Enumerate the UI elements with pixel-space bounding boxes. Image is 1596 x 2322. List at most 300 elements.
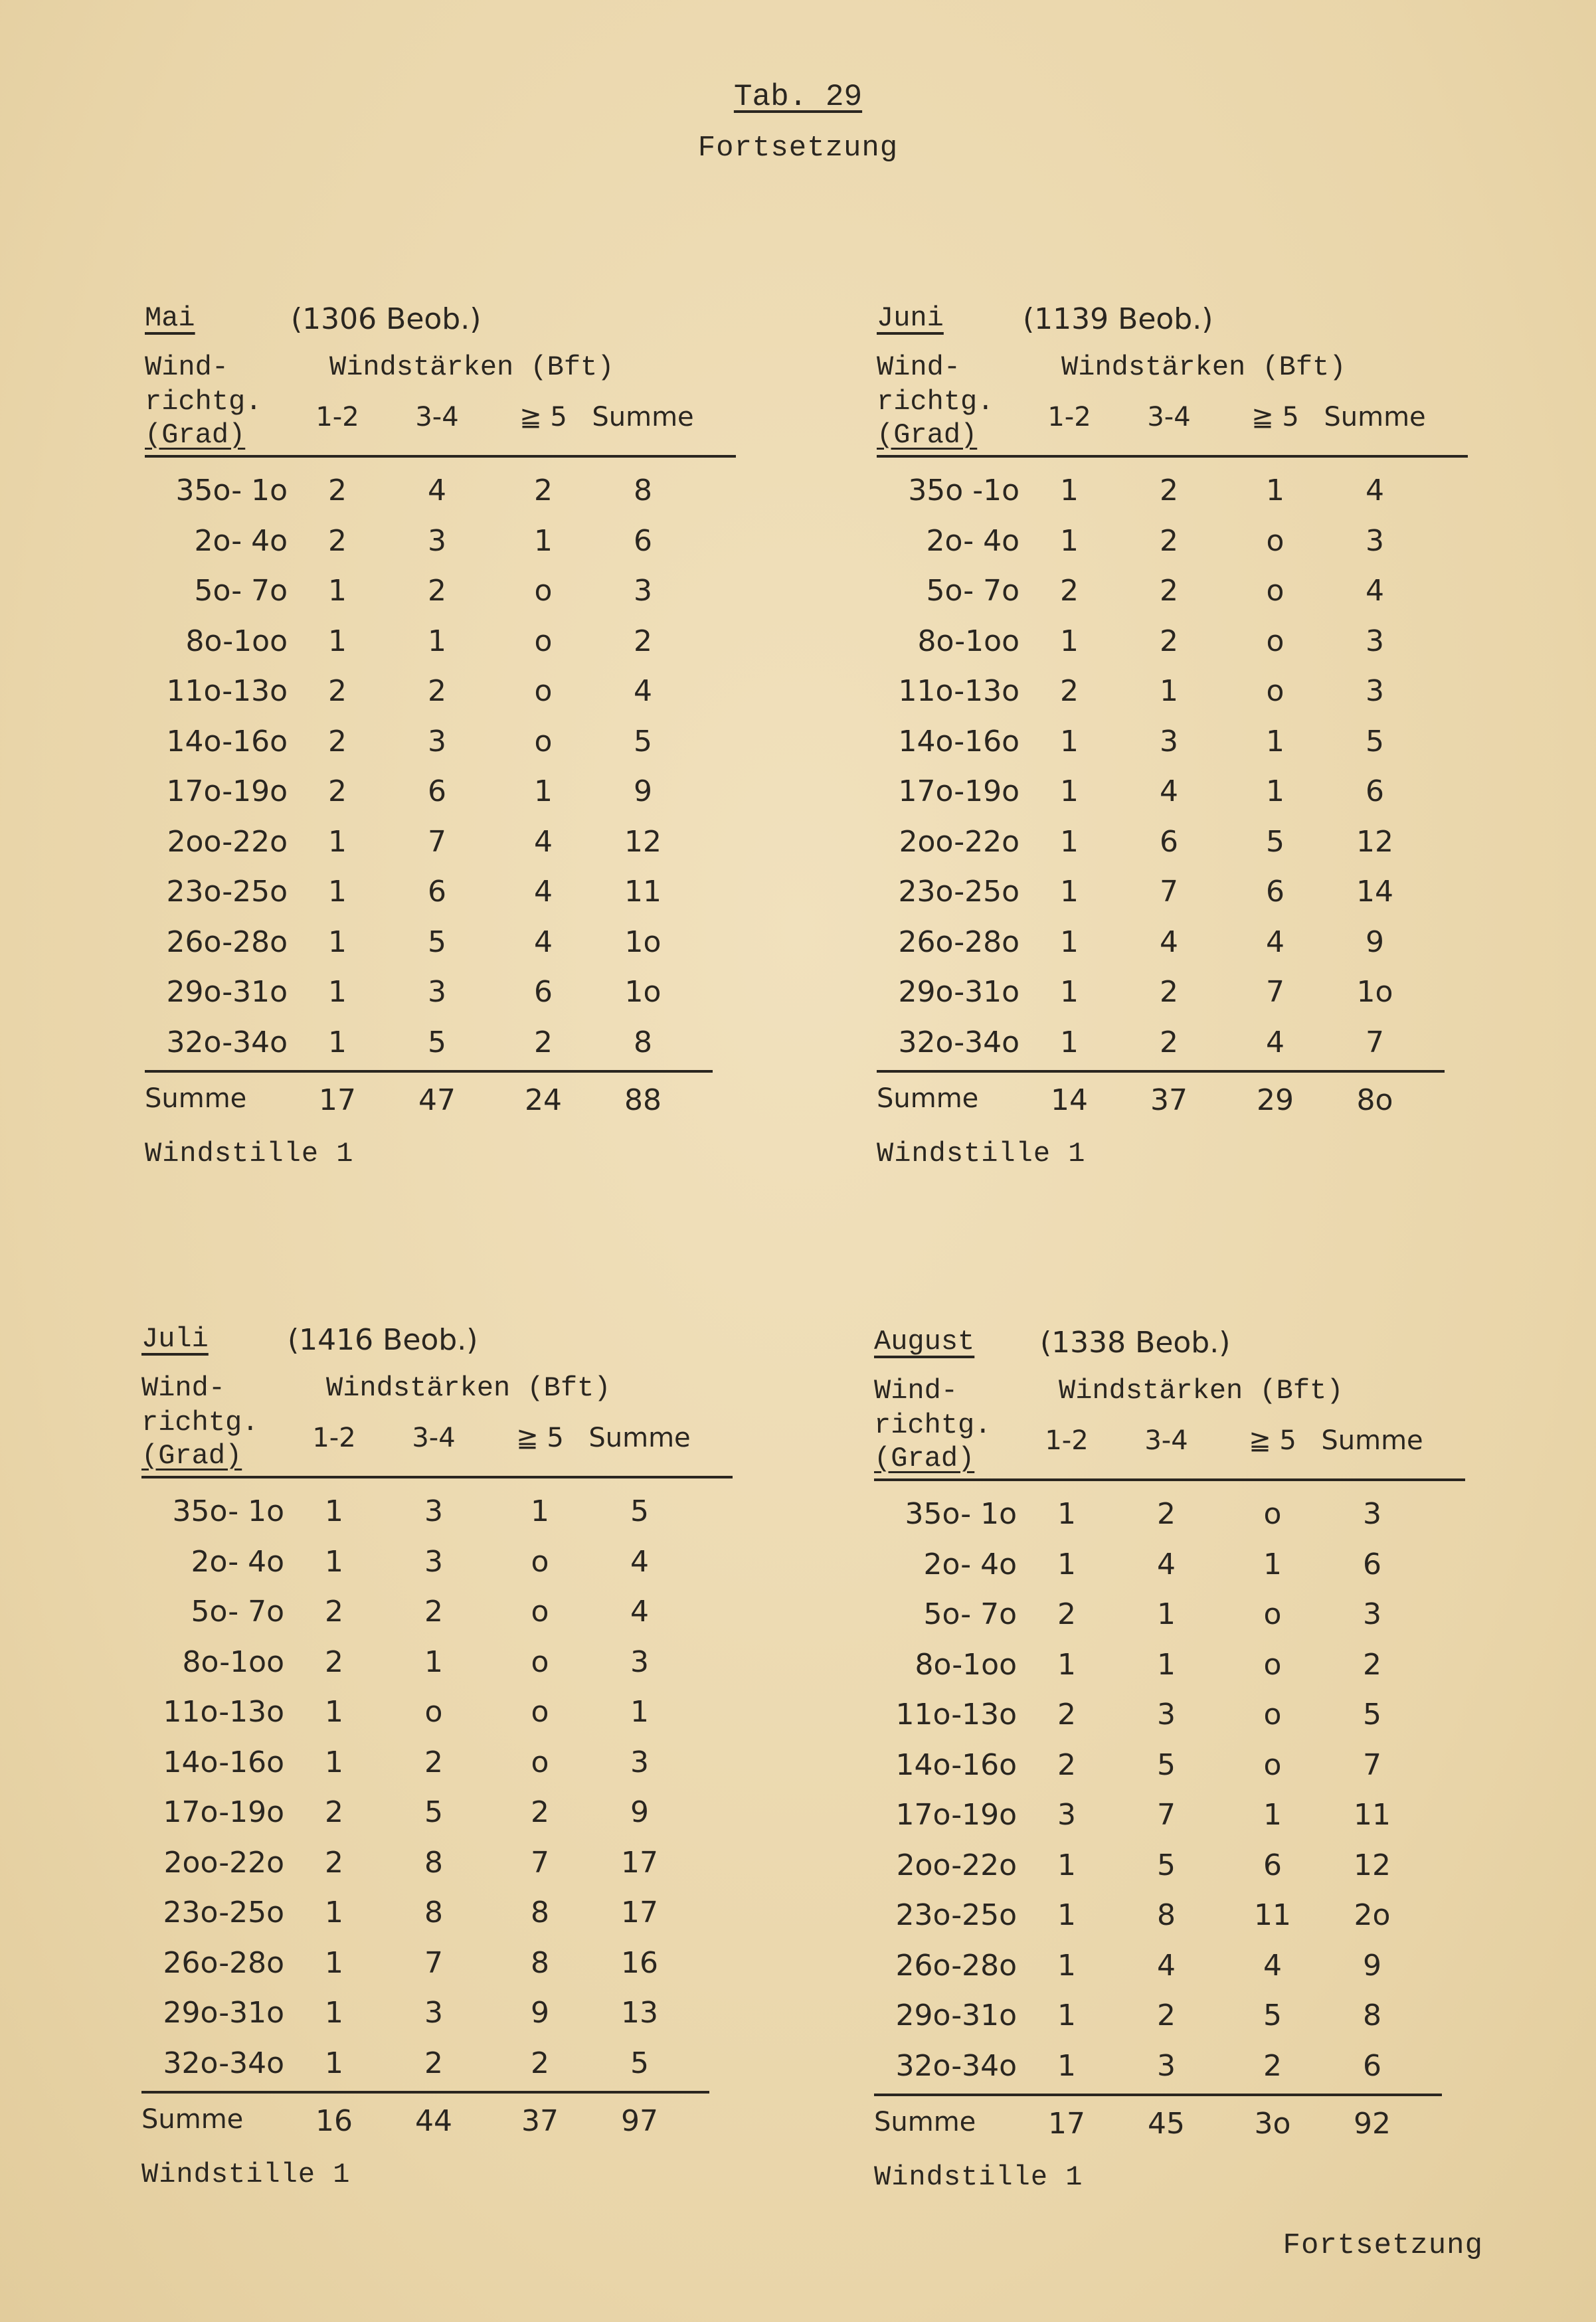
value-cell: 6 <box>428 774 446 808</box>
sum-rule <box>877 1070 1445 1073</box>
header-rule <box>874 1478 1465 1481</box>
wind-direction-cell: 2o- 4o <box>923 1547 1017 1581</box>
value-cell: 2 <box>1160 574 1178 608</box>
column-header: Summe <box>592 402 694 432</box>
value-cell: 1 <box>1160 674 1178 708</box>
value-cell: 6 <box>1266 875 1285 909</box>
table-row <box>145 474 743 523</box>
value-cell: 3 <box>1157 2048 1176 2083</box>
column-header: 3-4 <box>1144 1425 1188 1456</box>
sum-value: 97 <box>621 2104 658 2138</box>
value-cell: 17 <box>621 1896 658 1929</box>
value-cell: 8 <box>531 1945 549 1980</box>
sum-value: 37 <box>1150 1083 1188 1117</box>
value-cell: 5 <box>634 724 652 759</box>
table-row <box>141 1645 739 1695</box>
value-cell: 3 <box>428 724 446 759</box>
sum-value: 88 <box>624 1083 662 1117</box>
value-cell: 9 <box>630 1795 649 1829</box>
value-cell: 1 <box>630 1695 649 1729</box>
wind-direction-cell: 11o-13o <box>898 674 1020 708</box>
value-cell: 8 <box>634 474 652 507</box>
windstaerken-header: Windstärken (Bft) <box>326 1372 611 1404</box>
wind-direction-cell: 2o- 4o <box>926 523 1020 558</box>
table-row <box>874 1648 1472 1698</box>
table-row <box>874 1999 1472 2048</box>
value-cell: 8 <box>424 1896 443 1929</box>
value-cell: 2 <box>1160 975 1178 1009</box>
value-cell: 1 <box>328 624 347 658</box>
value-cell: o <box>534 624 553 658</box>
table-row <box>141 1846 739 1896</box>
value-cell: 6 <box>1363 2048 1381 2083</box>
table-row <box>145 1026 743 1075</box>
table-row <box>874 1949 1472 1999</box>
value-cell: 3 <box>1366 624 1384 658</box>
sum-value: 37 <box>521 2104 559 2138</box>
value-cell: 11 <box>1354 1798 1391 1832</box>
value-cell: 1o <box>624 975 662 1009</box>
windstaerken-header: Windstärken (Bft) <box>329 351 614 383</box>
table-row <box>877 1026 1474 1075</box>
value-cell: 4 <box>1157 1547 1176 1581</box>
wind-direction-cell: 26o-28o <box>898 925 1020 959</box>
wind-direction-cell: 32o-34o <box>163 2046 284 2080</box>
sum-label: Summe <box>874 2107 976 2137</box>
month-name <box>874 1326 974 1358</box>
value-cell: o <box>1266 674 1285 708</box>
value-cell: 3 <box>428 523 446 558</box>
value-cell: 16 <box>621 1945 658 1980</box>
value-cell: 8 <box>634 1025 652 1059</box>
column-header: ≧ 5 <box>519 402 567 432</box>
observation-count: (1416 Beob.) <box>288 1323 478 1357</box>
value-cell: 12 <box>1356 824 1393 859</box>
value-cell: 3 <box>428 975 446 1009</box>
value-cell: 4 <box>428 474 446 507</box>
sum-row <box>141 2104 739 2154</box>
value-cell: 1 <box>1057 1999 1076 2032</box>
wind-direction-cell: 23o-25o <box>163 1896 284 1929</box>
wind-direction-header-line2: richtg. <box>141 1407 259 1439</box>
wind-direction-header: Wind- <box>145 351 229 383</box>
value-cell: 8 <box>424 1845 443 1880</box>
value-cell: 4 <box>534 925 553 959</box>
value-cell: 1 <box>1060 875 1079 909</box>
month-name-label: August <box>874 1326 975 1358</box>
wind-direction-cell: 2oo-22o <box>899 824 1020 859</box>
value-cell: 3 <box>1363 1597 1381 1631</box>
value-cell: 2 <box>325 1645 343 1679</box>
wind-direction-cell: 32o-34o <box>166 1025 288 1059</box>
value-cell: 2 <box>531 2046 549 2080</box>
value-cell: 1 <box>328 1025 347 1059</box>
table-row <box>874 1798 1472 1848</box>
value-cell: 11 <box>624 875 662 909</box>
value-cell: 3 <box>1366 674 1384 708</box>
value-cell: 9 <box>1363 1948 1381 1983</box>
value-cell: 2 <box>325 1795 343 1829</box>
value-cell: 2 <box>634 624 652 658</box>
wind-direction-cell: 35o- 1o <box>172 1494 284 1528</box>
value-cell: 7 <box>1363 1747 1381 1782</box>
value-cell: 7 <box>1157 1798 1176 1832</box>
value-cell: 1 <box>328 975 347 1009</box>
value-cell: 1 <box>325 2046 343 2080</box>
sum-label: Summe <box>141 2104 244 2135</box>
value-cell: 1 <box>534 523 553 558</box>
value-cell: 2 <box>1157 1999 1176 2032</box>
table-row <box>874 2049 1472 2099</box>
value-cell: 3 <box>424 1544 443 1579</box>
sum-label: Summe <box>145 1083 247 1114</box>
wind-direction-cell: 26o-28o <box>166 925 288 959</box>
wind-direction-cell: 5o- 7o <box>191 1595 284 1629</box>
value-cell: 1 <box>1263 1798 1282 1832</box>
wind-direction-cell: 17o-19o <box>166 774 288 808</box>
table-row <box>877 674 1474 724</box>
value-cell: 1 <box>1060 1025 1079 1059</box>
value-cell: 3 <box>1057 1798 1076 1832</box>
wind-direction-cell: 23o-25o <box>166 875 288 909</box>
wind-direction-cell: 5o- 7o <box>923 1597 1017 1631</box>
table-title: Tab. 29 <box>733 80 863 114</box>
sum-value: 29 <box>1257 1083 1294 1117</box>
value-cell: 3 <box>634 574 652 608</box>
value-cell: o <box>531 1695 549 1729</box>
windstaerken-header: Windstärken (Bft) <box>1059 1375 1344 1407</box>
sum-rule <box>145 1070 713 1073</box>
value-cell: 4 <box>1263 1948 1282 1983</box>
value-cell: o <box>1266 574 1285 608</box>
value-cell: 2 <box>1057 1698 1076 1732</box>
table-row <box>874 1898 1472 1948</box>
observation-count: (1139 Beob.) <box>1023 302 1213 336</box>
value-cell: o <box>1266 624 1285 658</box>
value-cell: 1 <box>531 1494 549 1528</box>
table-row <box>877 774 1474 824</box>
sum-rule <box>874 2094 1442 2096</box>
table-row <box>141 1896 739 1945</box>
value-cell: 1 <box>328 925 347 959</box>
value-cell: 1 <box>325 1544 343 1579</box>
sum-value: 14 <box>1051 1083 1088 1117</box>
table-row <box>145 925 743 975</box>
value-cell: 1 <box>428 624 446 658</box>
sum-value: 3o <box>1254 2107 1291 2141</box>
value-cell: 6 <box>634 523 652 558</box>
value-cell: 4 <box>630 1595 649 1629</box>
value-cell: 2 <box>1060 674 1079 708</box>
value-cell: 7 <box>531 1845 549 1880</box>
table-row <box>141 1795 739 1845</box>
value-cell: 4 <box>1266 1025 1285 1059</box>
value-cell: 6 <box>1160 824 1178 859</box>
table-row <box>877 875 1474 925</box>
value-cell: 3 <box>630 1745 649 1779</box>
value-cell: 1 <box>1157 1647 1176 1682</box>
value-cell: 3 <box>424 1494 443 1528</box>
column-header: 1-2 <box>315 402 359 432</box>
value-cell: 1 <box>1266 474 1285 507</box>
value-cell: 4 <box>1266 925 1285 959</box>
sum-row <box>145 1083 743 1133</box>
wind-direction-cell: 29o-31o <box>895 1999 1017 2032</box>
value-cell: 3 <box>1363 1497 1381 1531</box>
wind-direction-cell: 29o-31o <box>163 1996 284 2030</box>
value-cell: 1 <box>328 824 347 859</box>
table-row <box>145 574 743 624</box>
wind-direction-cell: 35o- 1o <box>175 474 288 507</box>
wind-direction-unit: (Grad) <box>874 1443 975 1474</box>
column-header: Summe <box>1321 1425 1423 1456</box>
value-cell: 2 <box>1160 624 1178 658</box>
table-row <box>141 1745 739 1795</box>
column-header: Summe <box>1324 402 1426 432</box>
table-row <box>145 825 743 875</box>
table-row <box>145 725 743 774</box>
value-cell: 9 <box>634 774 652 808</box>
value-cell: 2 <box>531 1795 549 1829</box>
value-cell: 7 <box>424 1945 443 1980</box>
month-name <box>145 302 195 334</box>
value-cell: o <box>531 1595 549 1629</box>
column-header: 1-2 <box>1047 402 1091 432</box>
value-cell: 5 <box>630 1494 649 1528</box>
value-cell: 12 <box>624 824 662 859</box>
sum-value: 45 <box>1148 2107 1185 2141</box>
value-cell: 2 <box>1363 1647 1381 1682</box>
value-cell: 14 <box>1356 875 1393 909</box>
value-cell: 1 <box>1060 474 1079 507</box>
sum-value: 17 <box>319 1083 356 1117</box>
sum-value: 24 <box>525 1083 562 1117</box>
value-cell: 5 <box>1363 1698 1381 1732</box>
value-cell: 1 <box>1060 925 1079 959</box>
value-cell: 2 <box>1160 523 1178 558</box>
value-cell: o <box>1263 1698 1282 1732</box>
value-cell: 8 <box>1157 1898 1176 1932</box>
value-cell: 2 <box>328 724 347 759</box>
table-row <box>145 774 743 824</box>
value-cell: 2 <box>1057 1597 1076 1631</box>
wind-direction-unit: (Grad) <box>877 419 978 451</box>
value-cell: 1 <box>1057 1547 1076 1581</box>
value-cell: 7 <box>1266 975 1285 1009</box>
value-cell: 2 <box>424 2046 443 2080</box>
value-cell: 2 <box>1057 1747 1076 1782</box>
value-cell: 1 <box>1057 1898 1076 1932</box>
value-cell: 2 <box>428 574 446 608</box>
value-cell: 5 <box>1263 1999 1282 2032</box>
table-row <box>877 474 1474 523</box>
value-cell: 2 <box>325 1595 343 1629</box>
sum-value: 92 <box>1354 2107 1391 2141</box>
value-cell: o <box>534 724 553 759</box>
value-cell: 5 <box>428 925 446 959</box>
value-cell: 1 <box>1266 724 1285 759</box>
column-header: 1-2 <box>312 1423 356 1453</box>
value-cell: 13 <box>621 1996 658 2030</box>
value-cell: 3 <box>1157 1698 1176 1732</box>
wind-direction-header-line2: richtg. <box>145 386 262 418</box>
value-cell: 6 <box>428 875 446 909</box>
header-rule <box>145 455 736 458</box>
sum-value: 47 <box>418 1083 456 1117</box>
sum-row <box>874 2107 1472 2157</box>
column-header: 3-4 <box>1147 402 1191 432</box>
value-cell: 5 <box>1157 1848 1176 1882</box>
month-name-label: Juli <box>141 1323 209 1355</box>
value-cell: o <box>1263 1497 1282 1531</box>
table-row <box>141 1595 739 1645</box>
column-header: 1-2 <box>1045 1425 1089 1456</box>
table-row <box>874 1698 1472 1747</box>
value-cell: 17 <box>621 1845 658 1880</box>
wind-direction-cell: 5o- 7o <box>926 574 1020 608</box>
value-cell: 4 <box>1366 574 1384 608</box>
month-table-juli <box>141 1323 739 2220</box>
value-cell: 3 <box>630 1645 649 1679</box>
calm-count: Windstille 1 <box>874 2161 1083 2193</box>
month-name-label: Juni <box>877 302 944 334</box>
wind-direction-header-line2: richtg. <box>874 1409 992 1441</box>
column-header: Summe <box>588 1423 691 1453</box>
wind-direction-cell: 26o-28o <box>163 1945 284 1980</box>
wind-direction-unit: (Grad) <box>141 1440 242 1472</box>
wind-direction-cell: 2o- 4o <box>191 1544 284 1579</box>
value-cell: 1 <box>328 574 347 608</box>
table-row <box>145 624 743 674</box>
value-cell: 1 <box>1057 1647 1076 1682</box>
value-cell: 1o <box>624 925 662 959</box>
value-cell: 1 <box>1060 724 1079 759</box>
column-header: ≧ 5 <box>1249 1425 1296 1456</box>
wind-direction-cell: 32o-34o <box>895 2048 1017 2083</box>
table-row <box>141 1695 739 1745</box>
value-cell: 7 <box>1160 875 1178 909</box>
observation-count: (1306 Beob.) <box>291 302 482 336</box>
value-cell: 9 <box>1366 925 1384 959</box>
value-cell: o <box>424 1695 443 1729</box>
wind-direction-cell: 17o-19o <box>163 1795 284 1829</box>
table-row <box>141 2046 739 2096</box>
value-cell: 2 <box>1263 2048 1282 2083</box>
value-cell: 1 <box>325 1945 343 1980</box>
value-cell: 1 <box>1060 824 1079 859</box>
wind-direction-header: Wind- <box>874 1375 958 1407</box>
value-cell: 5 <box>630 2046 649 2080</box>
wind-direction-cell: 14o-16o <box>895 1747 1017 1782</box>
calm-count: Windstille 1 <box>877 1137 1086 1170</box>
table-row <box>145 674 743 724</box>
value-cell: 4 <box>1160 925 1178 959</box>
value-cell: 4 <box>1366 474 1384 507</box>
value-cell: 7 <box>1366 1025 1384 1059</box>
wind-direction-cell: 5o- 7o <box>194 574 288 608</box>
wind-direction-cell: 11o-13o <box>895 1698 1017 1732</box>
value-cell: 1 <box>325 1695 343 1729</box>
wind-direction-cell: 26o-28o <box>895 1948 1017 1983</box>
wind-direction-cell: 14o-16o <box>166 724 288 759</box>
wind-direction-cell: 2o- 4o <box>194 523 288 558</box>
value-cell: 1 <box>1157 1597 1176 1631</box>
wind-direction-header: Wind- <box>141 1372 226 1404</box>
value-cell: 1 <box>1060 523 1079 558</box>
wind-direction-cell: 35o -1o <box>908 474 1020 507</box>
wind-direction-cell: 11o-13o <box>166 674 288 708</box>
value-cell: 3 <box>424 1996 443 2030</box>
table-row <box>141 1494 739 1544</box>
value-cell: 3 <box>1160 724 1178 759</box>
value-cell: 4 <box>534 875 553 909</box>
wind-direction-cell: 2oo-22o <box>163 1845 284 1880</box>
wind-direction-cell: 17o-19o <box>898 774 1020 808</box>
table-subtitle: Fortsetzung <box>697 132 899 165</box>
month-table-juni <box>877 302 1474 1199</box>
month-name <box>141 1323 209 1355</box>
wind-direction-cell: 2oo-22o <box>167 824 288 859</box>
value-cell: o <box>534 674 553 708</box>
wind-direction-cell: 35o- 1o <box>905 1497 1017 1531</box>
sum-value: 44 <box>415 2104 452 2138</box>
value-cell: 3 <box>1366 523 1384 558</box>
value-cell: 4 <box>534 824 553 859</box>
value-cell: 8 <box>1363 1999 1381 2032</box>
sum-row <box>877 1083 1474 1133</box>
value-cell: o <box>1263 1747 1282 1782</box>
value-cell: 8 <box>531 1896 549 1929</box>
value-cell: 2 <box>328 674 347 708</box>
value-cell: 1 <box>424 1645 443 1679</box>
value-cell: o <box>531 1745 549 1779</box>
footer-continuation: Fortsetzung <box>1283 2229 1483 2262</box>
value-cell: 4 <box>1160 774 1178 808</box>
value-cell: 4 <box>634 674 652 708</box>
value-cell: 1 <box>1057 1497 1076 1531</box>
value-cell: 7 <box>428 824 446 859</box>
value-cell: 2 <box>1060 574 1079 608</box>
header-rule <box>141 1476 733 1478</box>
value-cell: 6 <box>1366 774 1384 808</box>
value-cell: 1 <box>325 1494 343 1528</box>
value-cell: 5 <box>1266 824 1285 859</box>
value-cell: o <box>1263 1647 1282 1682</box>
month-table-august <box>874 1326 1472 2222</box>
value-cell: 6 <box>1363 1547 1381 1581</box>
value-cell: 9 <box>531 1996 549 2030</box>
column-header: ≧ 5 <box>1251 402 1299 432</box>
table-row <box>141 1996 739 2046</box>
value-cell: 1 <box>1263 1547 1282 1581</box>
value-cell: 1 <box>1057 2048 1076 2083</box>
month-table-mai <box>145 302 743 1199</box>
value-cell: 1 <box>1057 1948 1076 1983</box>
table-row <box>877 825 1474 875</box>
value-cell: 1 <box>325 1996 343 2030</box>
calm-count: Windstille 1 <box>141 2158 351 2190</box>
table-row <box>877 725 1474 774</box>
wind-direction-cell: 23o-25o <box>895 1898 1017 1932</box>
wind-direction-cell: 8o-1oo <box>915 1647 1017 1682</box>
table-row <box>874 1548 1472 1597</box>
table-row <box>874 1848 1472 1898</box>
value-cell: 1 <box>534 774 553 808</box>
value-cell: 4 <box>630 1544 649 1579</box>
sum-value: 8o <box>1356 1083 1393 1117</box>
value-cell: o <box>531 1645 549 1679</box>
table-row <box>877 925 1474 975</box>
